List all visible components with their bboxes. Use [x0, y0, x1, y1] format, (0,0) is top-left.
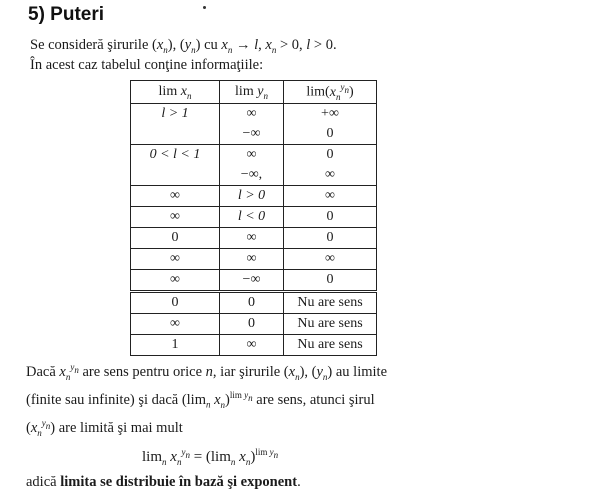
header-lim-x: $\lim x_n$	[131, 81, 220, 104]
cell-lim-x	[131, 228, 220, 249]
table-row	[131, 104, 377, 145]
table-row	[131, 335, 377, 356]
main-formula: $\lim_n x_n^{y_n} = (\lim_n$ $x_n)^{lim y_n}$	[142, 447, 279, 467]
cell-lim-power	[284, 249, 377, 270]
cell-lim-power-value: Nu are sens	[297, 295, 363, 310]
cell-lim-y	[220, 228, 284, 249]
cell-lim-x	[131, 145, 220, 186]
cell-lim-y-value: ∞	[246, 337, 257, 352]
cell-lim-x-value: ∞	[170, 209, 180, 224]
table-row	[131, 145, 377, 186]
cell-lim-y	[220, 186, 284, 207]
cell-lim-power	[284, 270, 377, 292]
cell-lim-power	[284, 186, 377, 207]
intro-line-1: Se consideră şirurile $(x_n)$, $(y_n)$ cu $x_n \to l$, $x_n > 0$, l > 0.	[30, 37, 337, 55]
conclusion-bold: limita se distribuie în bază şi exponent	[60, 474, 298, 490]
table-row	[131, 314, 377, 335]
conclusion-suffix: .	[297, 474, 301, 490]
cell-lim-power	[284, 228, 377, 249]
cell-lim-y-value: −∞,	[240, 167, 263, 182]
cell-lim-x-value: 0	[171, 295, 179, 310]
cell-lim-power-value: 0	[326, 230, 334, 245]
cell-lim-x	[131, 104, 220, 145]
conclusion-line	[26, 474, 301, 491]
cell-lim-power	[284, 145, 377, 186]
cell-lim-y	[220, 314, 284, 335]
cell-lim-x	[131, 335, 220, 356]
cell-lim-power	[284, 314, 377, 335]
cell-lim-x-value: ∞	[170, 188, 180, 203]
cell-lim-y-value: ∞	[246, 106, 257, 121]
cell-lim-power	[284, 335, 377, 356]
cell-lim-y	[220, 292, 284, 314]
cell-lim-power-value: ∞	[325, 188, 335, 203]
cell-lim-y-value: −∞	[242, 126, 261, 141]
stray-dot	[203, 6, 206, 9]
table-row	[131, 292, 377, 314]
table-row	[131, 228, 377, 249]
cell-lim-x	[131, 270, 220, 292]
cell-lim-y-value: ∞	[246, 230, 257, 245]
cell-lim-power-value: ∞	[325, 251, 335, 266]
cell-lim-x-value: ∞	[170, 272, 180, 287]
cell-lim-y	[220, 335, 284, 356]
cell-lim-x-value: 0 < l < 1	[149, 147, 201, 162]
cell-lim-power-value: Nu are sens	[297, 337, 363, 352]
header-lim-power: $\lim(x_n^{y_n})$	[284, 81, 377, 104]
cell-lim-x	[131, 292, 220, 314]
cell-lim-y-value: 0	[248, 295, 255, 310]
cell-lim-y	[220, 270, 284, 292]
cell-lim-y-value: l > 0	[237, 188, 266, 203]
cell-lim-power	[284, 207, 377, 228]
cell-lim-power-value: 0	[326, 126, 334, 141]
cell-lim-y-value: −∞	[242, 272, 261, 287]
cell-lim-y-value: l < 0	[237, 209, 266, 224]
table-row	[131, 270, 377, 292]
paragraph-line-1: Dacă $x_n^{y_n}$ are sens pentru orice n, iar şirurile $(x_n)$, $(y_n)$ au limite	[26, 362, 388, 382]
cell-lim-power-value: 0	[326, 147, 334, 162]
cell-lim-x-value: 1	[171, 337, 179, 352]
cell-lim-x	[131, 207, 220, 228]
cell-lim-x-value: ∞	[170, 316, 180, 331]
cell-lim-power	[284, 104, 377, 145]
cell-lim-y-value: ∞	[246, 147, 257, 162]
limits-table	[130, 80, 377, 356]
cell-lim-x	[131, 249, 220, 270]
cell-lim-power-value: Nu are sens	[297, 316, 363, 331]
cell-lim-power-value: 0	[326, 272, 334, 287]
cell-lim-y	[220, 104, 284, 145]
cell-lim-power-value: 0	[326, 209, 334, 224]
cell-lim-power-value: ∞	[325, 167, 335, 182]
cell-lim-x-value: 0	[171, 230, 179, 245]
cell-lim-power	[284, 292, 377, 314]
table-row	[131, 207, 377, 228]
cell-lim-y	[220, 207, 284, 228]
paragraph-line-2: (finite sau infinite) şi dacă ($\lim_n$ $x_n)^{lim y_n}$ are sens, atunci şirul	[26, 390, 375, 410]
intro-line-2: În acest caz tabelul conţine informaţiile:	[30, 57, 264, 73]
paragraph-line-3: $(x_n^{y_n})$ are limită şi mai mult	[26, 418, 183, 438]
cell-lim-power-value: +∞	[321, 106, 339, 121]
cell-lim-x	[131, 314, 220, 335]
cell-lim-y	[220, 249, 284, 270]
section-heading: 5) Puteri	[28, 4, 105, 25]
conclusion-prefix: adică	[26, 474, 57, 490]
cell-lim-y-value: ∞	[246, 251, 257, 266]
cell-lim-y-value: 0	[248, 316, 255, 331]
cell-lim-x-value: ∞	[170, 251, 180, 266]
cell-lim-x	[131, 186, 220, 207]
cell-lim-x-value: l > 1	[161, 106, 189, 121]
header-lim-y: $\lim y_n$	[220, 81, 284, 104]
table-row	[131, 186, 377, 207]
cell-lim-y	[220, 145, 284, 186]
table-row	[131, 249, 377, 270]
